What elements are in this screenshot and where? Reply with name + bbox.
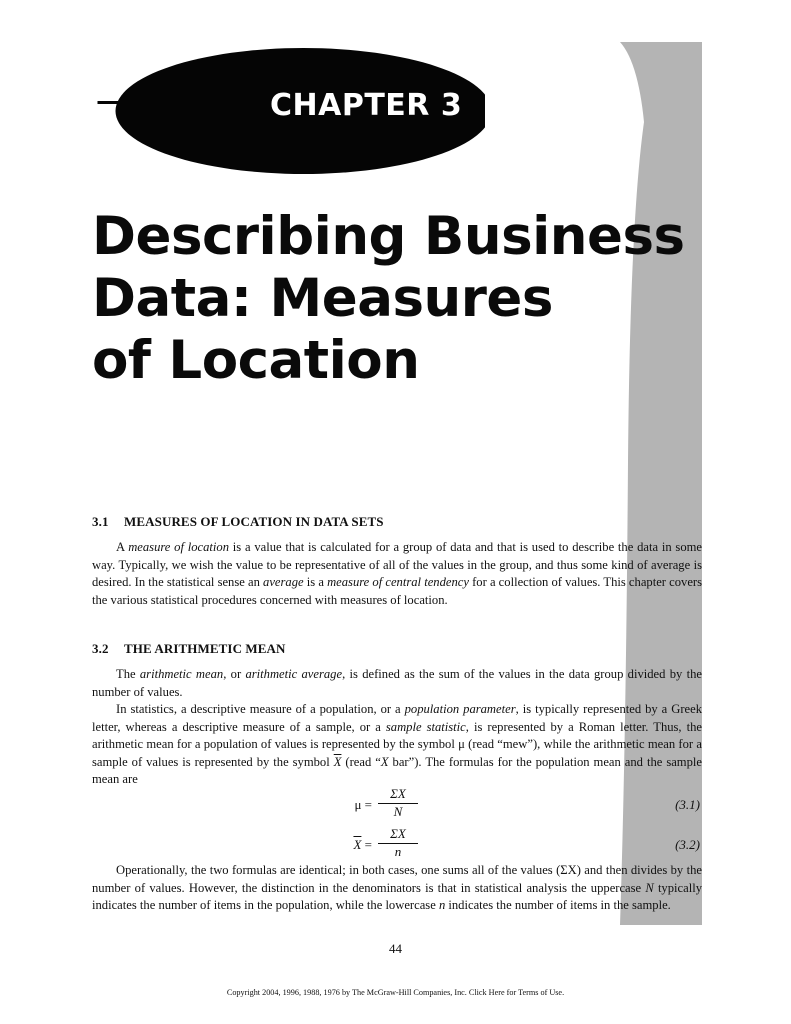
text: In statistics, a descriptive measure of a population, or a [116,702,405,716]
term: measure of central tendency [327,575,469,589]
text: indicates the number of items in the sample. [445,898,671,912]
chapter-title [92,206,685,392]
section-3-2-body [92,666,702,789]
equation-number: (3.2) [675,837,700,852]
term: arithmetic average [245,667,343,681]
xbar-symbol: $\overline{X}$ [353,837,362,852]
symbol: $\overline{X}$ [333,754,342,769]
text: A [116,540,129,554]
equation-number: (3.1) [675,797,700,812]
section-number: 3.2 [92,641,109,656]
paragraph [92,862,702,915]
formula-fraction [378,786,418,820]
text: , is defined as the sum of the values in the data group divided by the number of values. [92,667,702,699]
symbol: N [645,880,654,895]
paragraph [92,539,702,609]
formula-3-1 [330,786,702,826]
section-3-1-body [92,539,702,609]
text: (read “ [341,754,381,769]
text: The [116,667,140,681]
section-title: THE ARITHMETIC MEAN [124,641,286,656]
text: typically indicates the number of items in the population, while the lowercase [92,880,703,912]
formula-denominator: n [394,844,402,859]
term: sample statistic [385,719,466,734]
formula-3-2 [330,826,702,866]
term: population parameter [404,702,516,716]
formula-denominator: N [393,804,403,819]
text: , is typically represented by a Greek letter, whereas a descriptive measure of a sample, or a [92,702,702,734]
symbol: n [438,898,446,912]
page-number: 44 [389,941,402,956]
formula-numerator: ΣX [378,786,418,804]
chapter-title-line: of Location [92,330,420,391]
chapter-label: CHAPTER 3 [270,88,463,123]
section-heading-3-1 [92,514,384,530]
term: average [263,575,304,589]
term: arithmetic mean [139,667,224,681]
chapter-title-line: Describing Business [92,206,685,267]
paragraph [92,701,702,789]
section-number: 3.1 [92,514,109,529]
formula-lhs: μ = [354,797,372,812]
formula-lhs: $\overline{X}$ = [353,837,372,852]
formula-numerator: ΣX [378,826,418,844]
text: bar”). The formulas for the population mean and the sample mean are [92,754,702,786]
text: , is represented by a Roman letter. Thus, the arithmetic mean for a population of values is represented by the symbol μ (read “mew”), while the arithmetic mean for a sample of values is represented by the symbol [92,719,702,769]
section-title: MEASURES OF LOCATION IN DATA SETS [124,514,384,529]
section-heading-3-2 [92,641,286,657]
section-3-2-body-continued [92,862,702,915]
term: measure of location [128,540,230,554]
chapter-title-line: Data: Measures [92,268,553,329]
formula-fraction [378,826,418,860]
text: , or [223,667,246,681]
text: Operationally, the two formulas are identical; in both cases, one sums all of the values (ΣX) and then divides by the number of values. However, the distinction in the denominators is that in statistical analysis the uppercase [92,863,702,895]
symbol: X [380,754,389,769]
text: is a [303,575,328,589]
text: is a value that is calculated for a group of data and that is used to describe the data in some way. Typically, we wish the value to be representative of all of the values in the group, and thus some kind of average is desired. In the statistical sense an [92,540,702,589]
text: for a collection of values. This chapter covers the various statistical procedures concerned with measures of location. [92,575,703,607]
paragraph [92,666,702,701]
copyright-link[interactable]: Copyright 2004, 1996, 1988, 1976 by The McGraw-Hill Companies, Inc. Click Here for Terms of Use. [226,988,565,997]
